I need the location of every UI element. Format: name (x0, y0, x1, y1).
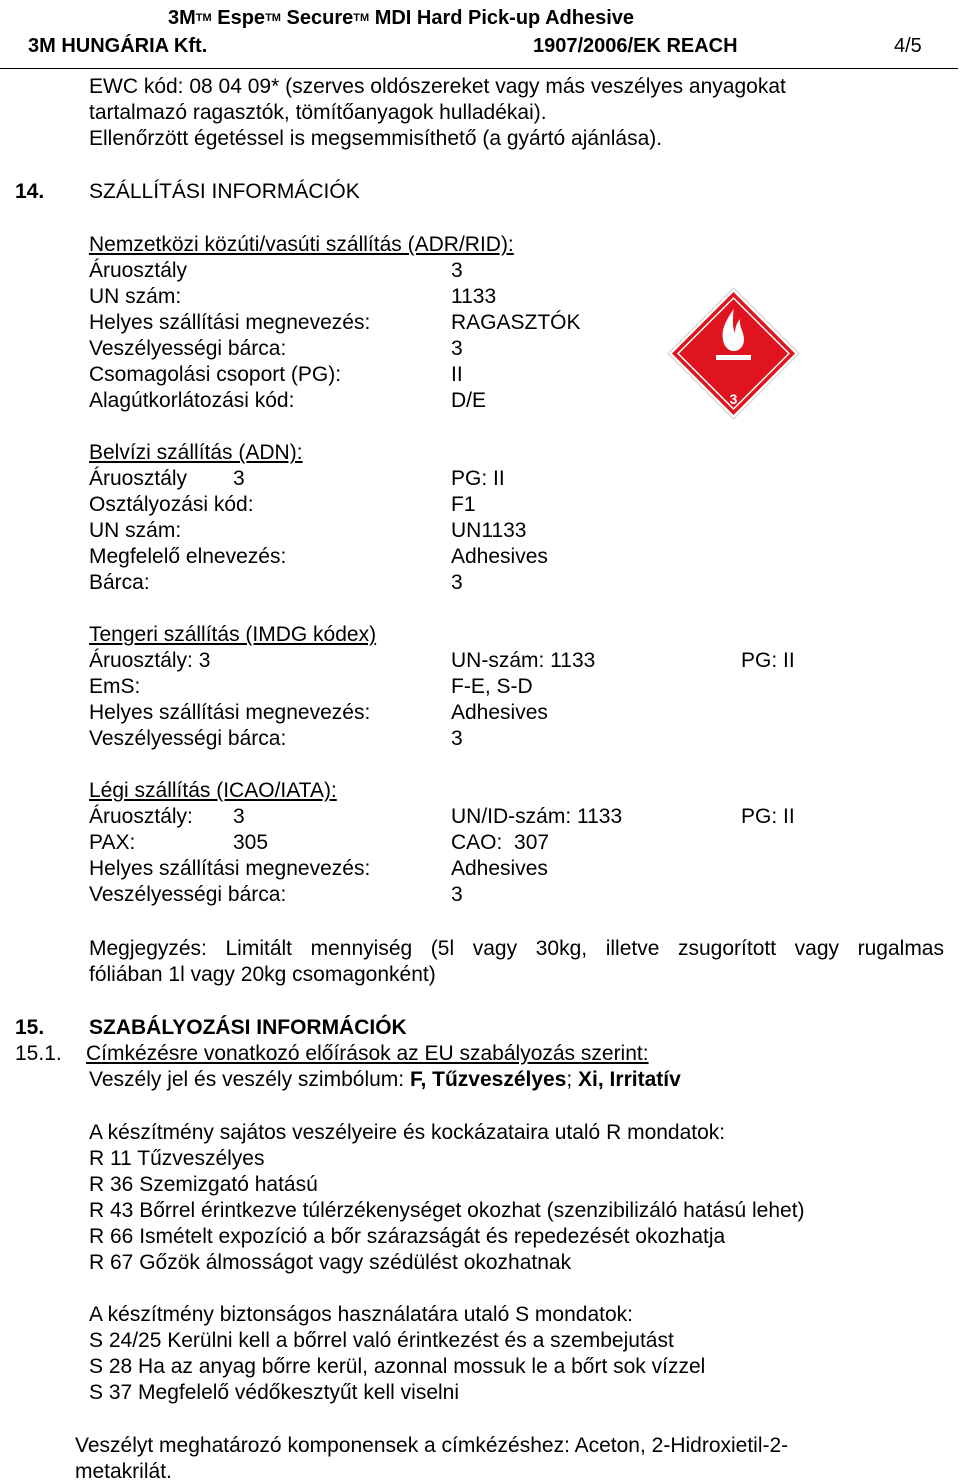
s-phrase: S 28 Ha az anyag bőrre kerül, azonnal mossuk le a bőrt sok vízzel (89, 1355, 706, 1378)
inland-row-value: F1 (451, 493, 476, 516)
section-14-number: 14. (15, 180, 45, 203)
air-row-label: PAX: (89, 831, 136, 854)
hazard-symbol-flammable: F, Tűzveszélyes (409, 1068, 567, 1091)
sea-row-label: Helyes szállítási megnevezés: (89, 701, 371, 724)
r-phrase: R 66 Ismételt expozíció a bőr szárazságát és repedezését okozhatja (89, 1225, 726, 1248)
hazard-symbol-label: Veszély jel és veszély szimbólum: (89, 1068, 410, 1091)
sea-transport-heading: Tengeri szállítás (IMDG kódex) (89, 623, 377, 646)
regulation-reference: 1907/2006/EK REACH (533, 35, 738, 57)
sea-row-label: EmS: (89, 675, 141, 698)
trademark-mark: TM (195, 12, 212, 24)
air-transport-heading: Légi szállítás (ICAO/IATA): (89, 779, 337, 802)
road-row-value: 3 (451, 259, 463, 282)
sea-row-label: Veszélyességi bárca: (89, 727, 287, 750)
road-row-value: 3 (451, 337, 463, 360)
road-row-value: RAGASZTÓK (451, 311, 581, 334)
trademark-mark: TM (265, 12, 281, 24)
road-row-label: Csomagolási csoport (PG): (89, 363, 342, 386)
road-row-value: D/E (451, 389, 487, 412)
s-phrase: S 37 Megfelelő védőkesztyűt kell viselni (89, 1381, 460, 1404)
hazard-symbol-line (89, 1068, 681, 1092)
sea-row-value: Adhesives (451, 701, 548, 724)
inland-row-value: PG: II (451, 467, 505, 490)
s-phrases-heading: A készítmény biztonságos használatára utaló S mondatok: (89, 1303, 633, 1326)
limited-quantity-note: Megjegyzés: Limitált mennyiség (5l vagy 30kg, illetve zsugorított vagy rugalmas (89, 937, 944, 960)
inland-transport-heading: Belvízi szállítás (ADN): (89, 441, 303, 464)
inland-row-label: Áruosztály (89, 467, 188, 490)
air-row-label: Veszélyességi bárca: (89, 883, 287, 906)
inland-row-label: Osztályozási kód: (89, 493, 254, 516)
header-rule (0, 68, 958, 69)
flammable-liquid-placard-icon (667, 287, 800, 420)
placard-class-number: 3 (729, 391, 738, 407)
inland-row-mid: 3 (233, 467, 245, 490)
inland-row-label: UN szám: (89, 519, 182, 542)
air-row-value: CAO: 307 (451, 831, 550, 854)
company-name: 3M HUNGÁRIA Kft. (28, 35, 208, 57)
road-row-value: 1133 (451, 285, 497, 308)
sea-row-pg: PG: II (741, 649, 795, 672)
road-row-label: Helyes szállítási megnevezés: (89, 311, 371, 334)
document-header-title: 3M™ Espe™ Secure™ MDI Hard Pick-up Adhesive (168, 7, 635, 29)
air-row-mid: 305 (233, 831, 269, 854)
section-14-title: SZÁLLÍTÁSI INFORMÁCIÓK (89, 180, 360, 203)
air-row-value: 3 (451, 883, 463, 906)
air-row-pg: PG: II (741, 805, 795, 828)
road-row-label: Áruosztály (89, 259, 188, 282)
air-row-value: UN/ID-szám: 1133 (451, 805, 623, 828)
page-number: 4/5 (894, 35, 922, 57)
r-phrase: R 67 Gőzök álmosságot vagy szédülést okozhatnak (89, 1251, 572, 1274)
inland-row-label: Bárca: (89, 571, 150, 594)
inland-row-value: UN1133 (451, 519, 527, 542)
s-phrase: S 24/25 Kerülni kell a bőrrel való érintkezést és a szembejutást (89, 1329, 674, 1352)
air-row-label: Áruosztály: (89, 805, 193, 828)
hazard-symbol-irritant: Xi, Irritatív (578, 1068, 681, 1091)
flame-base (716, 355, 751, 360)
road-transport-heading: Nemzetközi közúti/vasúti szállítás (ADR/RID): (89, 233, 514, 256)
inland-row-value: 3 (451, 571, 463, 594)
section-15-number: 15. (15, 1016, 45, 1039)
air-row-mid: 3 (233, 805, 245, 828)
air-row-value: Adhesives (451, 857, 548, 880)
air-row-label: Helyes szállítási megnevezés: (89, 857, 371, 880)
limited-quantity-note-cont: fóliában 1l vagy 20kg csomagonként) (89, 963, 436, 986)
r-phrase: R 43 Bőrrel érintkezve túlérzékenységet okozhat (szenzibilizáló hatású lehet) (89, 1199, 805, 1222)
r-phrase: R 11 Tűzveszélyes (89, 1147, 265, 1170)
road-row-label: Veszélyességi bárca: (89, 337, 287, 360)
section-15-1-title: Címkézésre vonatkozó előírások az EU szabályozás szerint: (86, 1042, 649, 1065)
inland-row-label: Megfelelő elnevezés: (89, 545, 287, 568)
sea-row-value: F-E, S-D (451, 675, 533, 698)
labelling-components-cont: metakrilát. (75, 1460, 172, 1483)
road-row-value: II (451, 363, 463, 386)
road-row-label: UN szám: (89, 285, 182, 308)
sea-row-value: UN-szám: 1133 (451, 649, 596, 672)
intro-line: tartalmazó ragasztók, tömítőanyagok hulladékai). (89, 101, 547, 124)
road-row-label: Alagútkorlátozási kód: (89, 389, 295, 412)
r-phrases-heading: A készítmény sajátos veszélyeire és kockázataira utaló R mondatok: (89, 1121, 726, 1144)
intro-line: Ellenőrzött égetéssel is megsemmisíthető (a gyártó ajánlása). (89, 127, 663, 150)
section-15-title: SZABÁLYOZÁSI INFORMÁCIÓK (89, 1016, 407, 1039)
labelling-components: Veszélyt meghatározó komponensek a címkézéshez: Aceton, 2-Hidroxietil-2- (75, 1434, 789, 1457)
sea-row-label: Áruosztály: 3 (89, 649, 211, 672)
hazard-symbol-separator: ; (566, 1068, 579, 1091)
intro-line: EWC kód: 08 04 09* (szerves oldószereket vagy más veszélyes anyagokat (89, 75, 786, 98)
r-phrase: R 36 Szemizgató hatású (89, 1173, 318, 1196)
trademark-mark: TM (353, 12, 370, 24)
section-15-1-number: 15.1. (15, 1042, 62, 1065)
sea-row-value: 3 (451, 727, 463, 750)
inland-row-value: Adhesives (451, 545, 548, 568)
